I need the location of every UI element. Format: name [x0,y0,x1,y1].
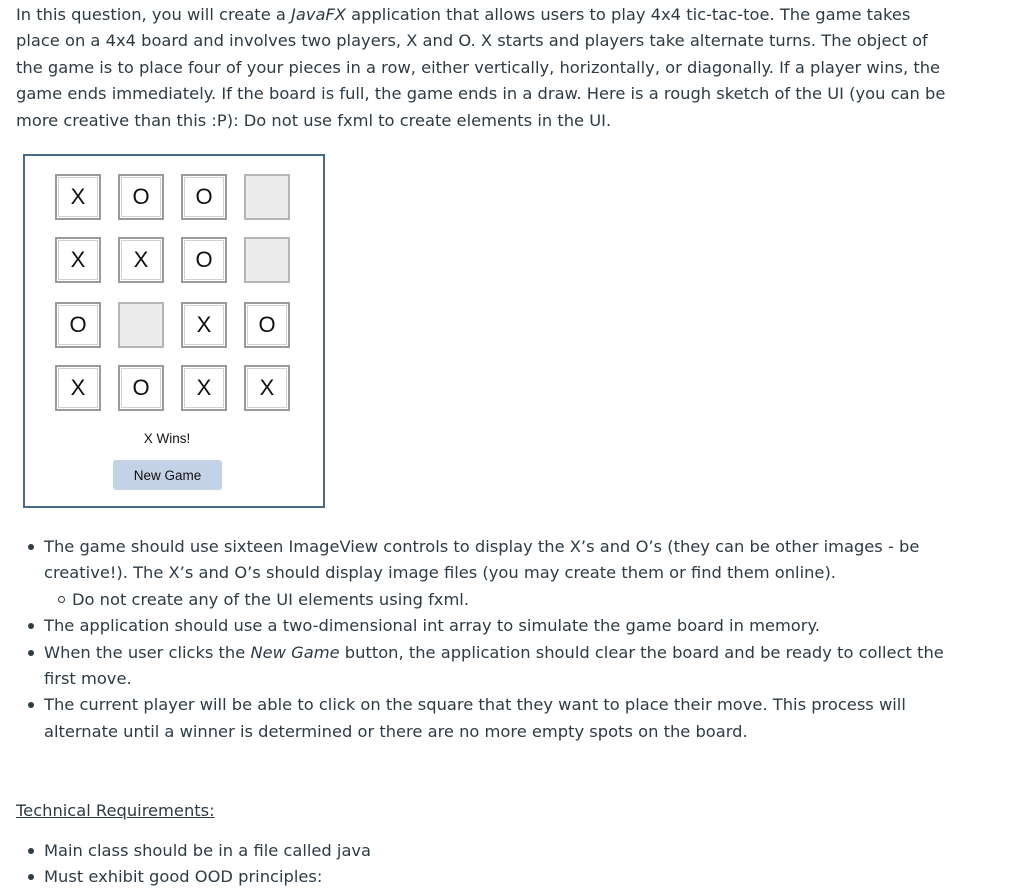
technical-item: Main class should be in a file called java [16,838,946,864]
board-cell[interactable]: O [118,365,164,411]
board-cell[interactable]: X [181,302,227,348]
requirement-text: When the user clicks the [44,642,251,662]
requirement-subitem: Do not create any of the UI elements using fxml. [44,587,946,613]
game-status: X Wins! [143,431,191,446]
board-cell[interactable]: O [181,237,227,283]
requirement-text: button, the application should clear the board and be ready to collect the first move. [44,642,944,689]
requirement-text: The game should use sixteen ImageView controls to display the X’s and O’s (they can be other images - be creative!). The X’s and O’s should display image files (you may create them or find them online). [44,537,920,583]
requirement-sublist [44,587,946,613]
intro-javafx: JavaFX [291,5,346,24]
board-cell[interactable]: O [181,174,227,220]
requirement-item: The current player will be able to click on the square that they want to place their move. This process will alternate until a winner is determined or there are no more empty spots on the board. [16,692,946,745]
board-cell[interactable] [244,237,290,283]
board-cell[interactable]: X [55,237,101,283]
requirement-emphasis: New Game [250,642,340,662]
technical-item: Must exhibit good OOD principles: [16,864,946,890]
intro-text-2: application that allows users to play 4x4 tic-tac-toe. The game takes place on a 4x4 board and involves two players, X and O. X starts and players take alternate turns. The object of the game is to place four of your pieces in a row, either vertically, horizontally, or diagonally. If a player wins, the game ends immediately. If the board is full, the game ends in a draw. Here is a rough sketch of the UI (you can be more creative than this :P): Do not use fxml to create elements in the UI. [16,5,946,130]
board-cell[interactable]: O [118,174,164,220]
requirement-item [16,640,946,693]
technical-requirements-heading: Technical Requirements: [16,801,215,820]
board-cell[interactable]: O [55,302,101,348]
board-cell[interactable] [118,302,164,348]
requirement-item: The application should use a two-dimensional int array to simulate the game board in memory. [16,613,946,639]
ui-sketch-window [23,154,325,508]
requirement-item [16,534,946,613]
board-cell[interactable]: X [55,174,101,220]
new-game-button[interactable]: New Game [113,460,222,490]
game-board [55,174,300,419]
intro-text-1: In this question, you will create a [16,5,292,24]
requirements-list [16,534,946,745]
intro-paragraph [16,2,956,134]
board-cell[interactable] [244,174,290,220]
board-cell[interactable]: X [55,365,101,411]
board-cell[interactable]: O [244,302,290,348]
board-cell[interactable]: X [181,365,227,411]
board-cell[interactable]: X [244,365,290,411]
board-cell[interactable]: X [118,237,164,283]
technical-requirements-list [16,838,946,891]
